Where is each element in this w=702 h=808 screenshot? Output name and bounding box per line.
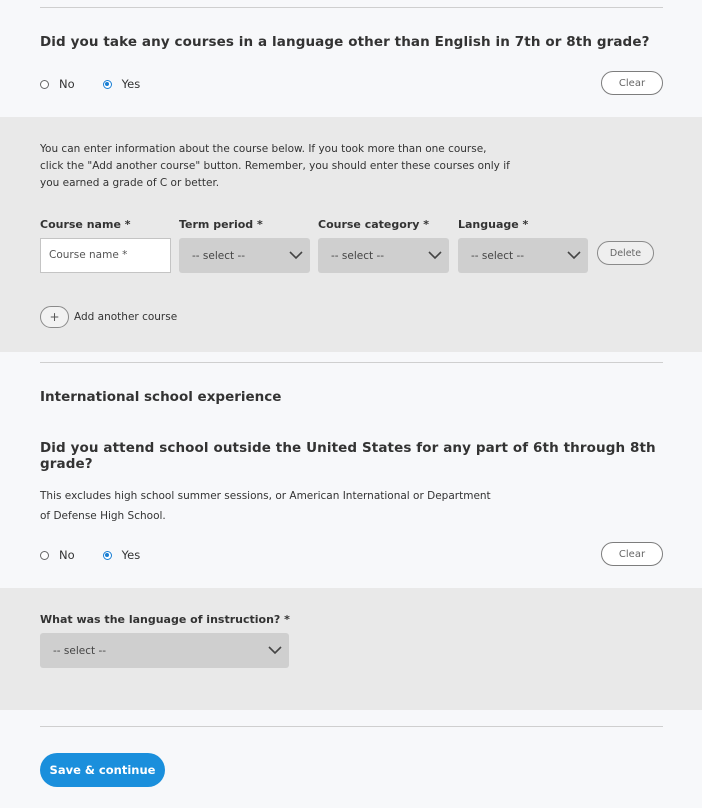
radio-option-yes[interactable] bbox=[103, 548, 141, 562]
clear-button[interactable]: Clear bbox=[601, 542, 663, 566]
radio-group-international bbox=[40, 548, 168, 562]
add-another-course-label[interactable]: Add another course bbox=[74, 311, 178, 323]
radio-yes[interactable] bbox=[103, 551, 112, 560]
term-period-label: Term period * bbox=[179, 218, 263, 231]
term-period-value: -- select -- bbox=[192, 249, 246, 262]
radio-option-yes[interactable] bbox=[103, 77, 141, 91]
top-divider bbox=[40, 7, 663, 8]
clear-button[interactable]: Clear bbox=[601, 71, 663, 95]
radio-group-foreign-language bbox=[40, 77, 168, 91]
section-divider bbox=[40, 362, 663, 363]
course-category-label: Course category * bbox=[318, 218, 429, 231]
chevron-down-icon bbox=[268, 645, 282, 655]
instruction-language-select[interactable] bbox=[40, 633, 289, 668]
instruction-language-label: What was the language of instruction? * bbox=[40, 613, 290, 626]
term-period-select[interactable] bbox=[179, 238, 310, 273]
footer-divider bbox=[40, 726, 663, 727]
question-foreign-language-courses: Did you take any courses in a language other than English in 7th or 8th grade? bbox=[40, 34, 650, 50]
radio-yes[interactable] bbox=[103, 80, 112, 89]
radio-option-no[interactable] bbox=[40, 548, 75, 562]
language-value: -- select -- bbox=[471, 249, 525, 262]
course-name-input[interactable]: Course name * bbox=[40, 238, 171, 273]
radio-no[interactable] bbox=[40, 551, 49, 560]
international-heading: International school experience bbox=[40, 389, 282, 405]
radio-option-no[interactable] bbox=[40, 77, 75, 91]
course-name-label: Course name * bbox=[40, 218, 131, 231]
international-note: This excludes high school summer sessions, or American International or Department of Defense High School. bbox=[40, 490, 491, 522]
question-school-outside-us: Did you attend school outside the United States for any part of 6th through 8th grade? bbox=[40, 440, 656, 472]
radio-no-label: No bbox=[59, 77, 75, 91]
language-select[interactable] bbox=[458, 238, 588, 273]
radio-no-label: No bbox=[59, 548, 75, 562]
course-info-text: You can enter information about the course below. If you took more than one course, click the "Add another course" button. Remember, you should enter these courses only if you earned a grade of C or better. bbox=[40, 143, 510, 189]
chevron-down-icon bbox=[289, 250, 303, 260]
radio-no[interactable] bbox=[40, 80, 49, 89]
radio-yes-label: Yes bbox=[121, 77, 141, 91]
chevron-down-icon bbox=[428, 250, 442, 260]
delete-course-button[interactable]: Delete bbox=[597, 241, 654, 265]
chevron-down-icon bbox=[567, 250, 581, 260]
add-another-course[interactable] bbox=[40, 306, 177, 328]
language-label: Language * bbox=[458, 218, 529, 231]
plus-icon[interactable]: + bbox=[40, 306, 69, 328]
course-category-select[interactable] bbox=[318, 238, 449, 273]
course-category-value: -- select -- bbox=[331, 249, 385, 262]
instruction-language-value: -- select -- bbox=[53, 644, 107, 657]
radio-yes-label: Yes bbox=[121, 548, 141, 562]
save-continue-button[interactable]: Save & continue bbox=[40, 753, 165, 787]
